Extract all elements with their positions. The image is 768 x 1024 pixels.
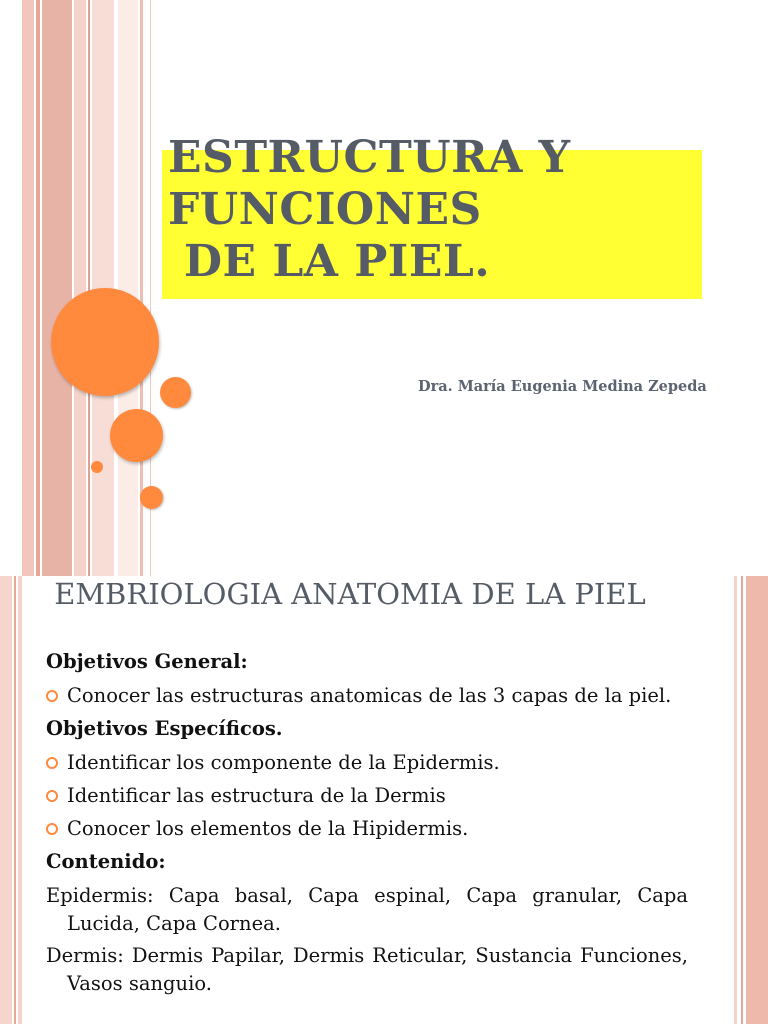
slide-title (168, 132, 571, 288)
list-item (46, 749, 688, 777)
content-slide (0, 576, 768, 1024)
bullet-circle-icon (46, 690, 58, 702)
decorative-circle-large (51, 288, 159, 396)
decorative-circle-medium (110, 409, 163, 462)
title-line-1: ESTRUCTURA Y (168, 132, 571, 183)
objetivos-general-heading: Objetivos General: (46, 650, 248, 673)
decorative-stripe (22, 0, 34, 576)
decorative-stripe (74, 0, 86, 576)
list-item (46, 682, 688, 710)
decorative-stripe (88, 0, 90, 576)
contenido-paragraph: Epidermis: Capa basal, Capa espinal, Capa granular, Capa Lucida, Capa Cornea. (46, 884, 688, 935)
decorative-stripe (0, 576, 12, 1024)
decorative-circle-small (140, 486, 163, 509)
list-item (46, 815, 688, 843)
list-item-text: Conocer los elementos de la Hipidermis. (67, 817, 469, 840)
list-item (46, 782, 688, 810)
list-item-text: Identificar los componente de la Epidermis. (67, 751, 500, 774)
list-item-text: Conocer las estructuras anatomicas de las 3 capas de la piel. (67, 684, 672, 707)
decorative-stripe (734, 576, 737, 1024)
slide-body (46, 648, 688, 1002)
decorative-stripe (42, 0, 72, 576)
title-line-3: DE LA PIEL. (168, 236, 491, 287)
decorative-circle-tiny (91, 461, 103, 473)
decorative-stripe (14, 576, 16, 1024)
bullet-circle-icon (46, 790, 58, 802)
bullet-circle-icon (46, 823, 58, 835)
decorative-stripe (0, 0, 22, 576)
decorative-stripe (741, 576, 743, 1024)
decorative-stripe (36, 0, 40, 576)
contenido-heading: Contenido: (46, 850, 166, 873)
decorative-stripe (18, 576, 22, 1024)
title-line-2: FUNCIONES (168, 184, 482, 235)
author-name: Dra. María Eugenia Medina Zepeda (418, 378, 707, 395)
list-item-text: Identificar las estructura de la Dermis (67, 784, 446, 807)
decorative-circle-small (160, 377, 191, 408)
contenido-paragraph: Dermis: Dermis Papilar, Dermis Reticular, Sustancia Funciones, Vasos sanguio. (46, 944, 688, 995)
objetivos-especificos-heading: Objetivos Específicos. (46, 717, 283, 740)
slide-title: EMBRIOLOGIA ANATOMIA DE LA PIEL (54, 577, 646, 611)
decorative-stripe (746, 576, 768, 1024)
bullet-circle-icon (46, 757, 58, 769)
decorative-stripe (118, 0, 138, 576)
